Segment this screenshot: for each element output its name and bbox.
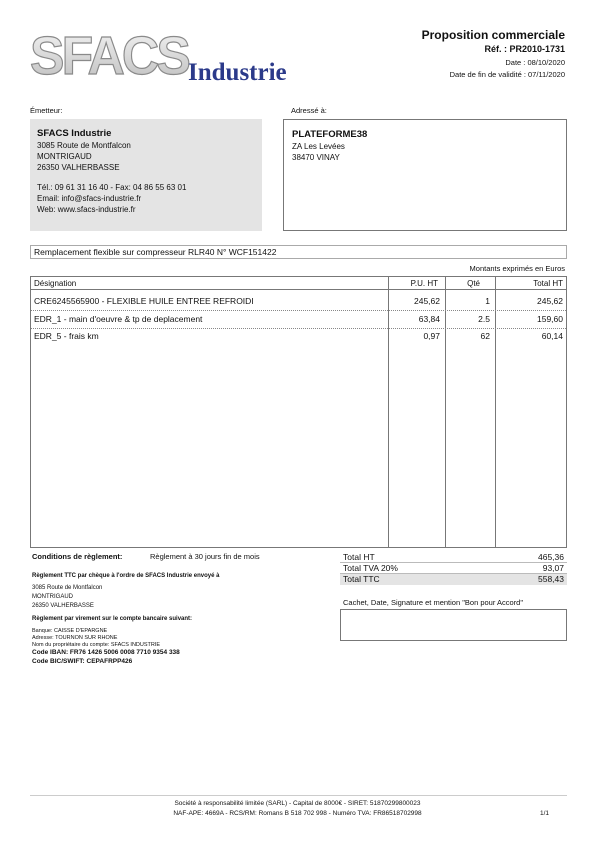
row-quantity: 62 bbox=[480, 331, 490, 341]
issuer-name: SFACS Industrie bbox=[37, 128, 112, 139]
validity-date: Date de fin de validité : 07/11/2020 bbox=[449, 70, 565, 79]
cheque-address bbox=[32, 584, 102, 611]
bank-address: Adresse: TOURNON SUR RHONE bbox=[32, 635, 118, 641]
total-tva-label: Total TVA 20% bbox=[343, 563, 398, 573]
footer-legal-line-1: Société à responsabilité limitée (SARL) - Capital de 8000€ - SIRET: 51870299800023 bbox=[174, 800, 421, 807]
row-unit-price: 63,84 bbox=[418, 314, 440, 324]
total-ttc-value: 558,43 bbox=[538, 574, 564, 584]
header-quantity: Qté bbox=[467, 279, 480, 288]
page-number: 1/1 bbox=[539, 810, 549, 817]
cheque-payment-title: Règlement TTC par chèque à l'ordre de SFACS Industrie envoyé à bbox=[32, 573, 220, 579]
issuer-address-line: 3085 Route de Montfalcon bbox=[37, 141, 131, 150]
cheque-address-line: 26350 VALHERBASSE bbox=[32, 603, 94, 609]
company-logo bbox=[28, 30, 318, 86]
footer-divider bbox=[30, 795, 567, 796]
document-date: Date : 08/10/2020 bbox=[505, 58, 565, 67]
bank-details bbox=[32, 628, 180, 666]
signature-label: Cachet, Date, Signature et mention "Bon pour Accord" bbox=[343, 598, 524, 607]
row-quantity: 1 bbox=[485, 296, 490, 306]
addressee-label: Adressé à: bbox=[291, 106, 327, 115]
header-designation: Désignation bbox=[34, 279, 77, 288]
document-title: Proposition commerciale bbox=[421, 28, 565, 42]
total-ttc-label: Total TTC bbox=[343, 574, 380, 584]
items-table bbox=[30, 276, 567, 548]
table-header bbox=[31, 277, 566, 290]
row-total: 159,60 bbox=[537, 314, 563, 324]
addressee-box bbox=[283, 119, 567, 231]
row-unit-price: 245,62 bbox=[414, 296, 440, 306]
row-designation: CRE6245565900 - FLEXIBLE HUILE ENTREE REFROIDI bbox=[34, 296, 254, 306]
payment-conditions-label: Conditions de règlement: bbox=[32, 552, 123, 561]
cheque-address-line: 3085 Route de Montfalcon bbox=[32, 585, 103, 591]
signature-box bbox=[340, 609, 567, 641]
transfer-payment-title: Règlement par virement sur le compte bancaire suivant: bbox=[32, 616, 193, 622]
iban-code: Code IBAN: FR76 1426 5006 0008 7710 9354 338 bbox=[32, 649, 180, 656]
proposal-object: Remplacement flexible sur compresseur RLR40 N° WCF151422 bbox=[30, 245, 567, 259]
row-designation: EDR_5 - frais km bbox=[34, 331, 99, 341]
addressee-name: PLATEFORME38 bbox=[292, 129, 368, 140]
total-ttc-row bbox=[340, 574, 567, 585]
issuer-address-line: MONTRIGAUD bbox=[37, 152, 92, 161]
issuer-address-line: 26350 VALHERBASSE bbox=[37, 163, 120, 172]
addressee-address-line: 38470 VINAY bbox=[292, 153, 340, 162]
total-ht-row bbox=[340, 552, 567, 563]
table-row bbox=[31, 326, 566, 346]
addressee-address-line: ZA Les Levées bbox=[292, 142, 345, 151]
issuer-box bbox=[30, 119, 262, 231]
bic-code: Code BIC/SWIFT: CEPAFRPP426 bbox=[32, 657, 133, 665]
bank-name: Banque: CAISSE D'EPARGNE bbox=[32, 628, 108, 634]
header-unit-price: P.U. HT bbox=[410, 279, 438, 288]
table-row bbox=[31, 291, 566, 311]
row-total: 245,62 bbox=[537, 296, 563, 306]
issuer-email: Email: info@sfacs-industrie.fr bbox=[37, 194, 142, 203]
cheque-address-line: MONTRIGAUD bbox=[32, 594, 73, 600]
total-tva-row bbox=[340, 563, 567, 574]
currency-note: Montants exprimés en Euros bbox=[469, 264, 565, 273]
document-reference: Réf. : PR2010-1731 bbox=[484, 44, 565, 54]
issuer-phone-fax: Tél.: 09 61 31 16 40 - Fax: 04 86 55 63 01 bbox=[37, 183, 187, 192]
header-total: Total HT bbox=[533, 279, 563, 288]
issuer-label: Émetteur: bbox=[30, 106, 63, 115]
footer-legal-line-2: NAF-APE: 4669A - RCS/RM: Romans B 518 702 998 - Numéro TVA: FR86518702998 bbox=[173, 810, 422, 817]
total-ht-label: Total HT bbox=[343, 552, 375, 562]
totals-block bbox=[340, 552, 567, 585]
row-quantity: 2.5 bbox=[478, 314, 490, 324]
logo-suffix-text: Industrie bbox=[188, 59, 287, 86]
payment-conditions-value: Règlement à 30 jours fin de mois bbox=[150, 552, 260, 561]
logo-brand-text: SFACS bbox=[30, 30, 189, 86]
row-total: 60,14 bbox=[541, 331, 563, 341]
row-unit-price: 0,97 bbox=[423, 331, 440, 341]
total-ht-value: 465,36 bbox=[538, 552, 564, 562]
total-tva-value: 93,07 bbox=[542, 563, 564, 573]
issuer-website: Web: www.sfacs-industrie.fr bbox=[37, 205, 136, 214]
account-owner: Nom du propriétaire du compte: SFACS INDUSTRIE bbox=[32, 642, 161, 648]
row-designation: EDR_1 - main d'oeuvre & tp de deplacement bbox=[34, 314, 203, 324]
